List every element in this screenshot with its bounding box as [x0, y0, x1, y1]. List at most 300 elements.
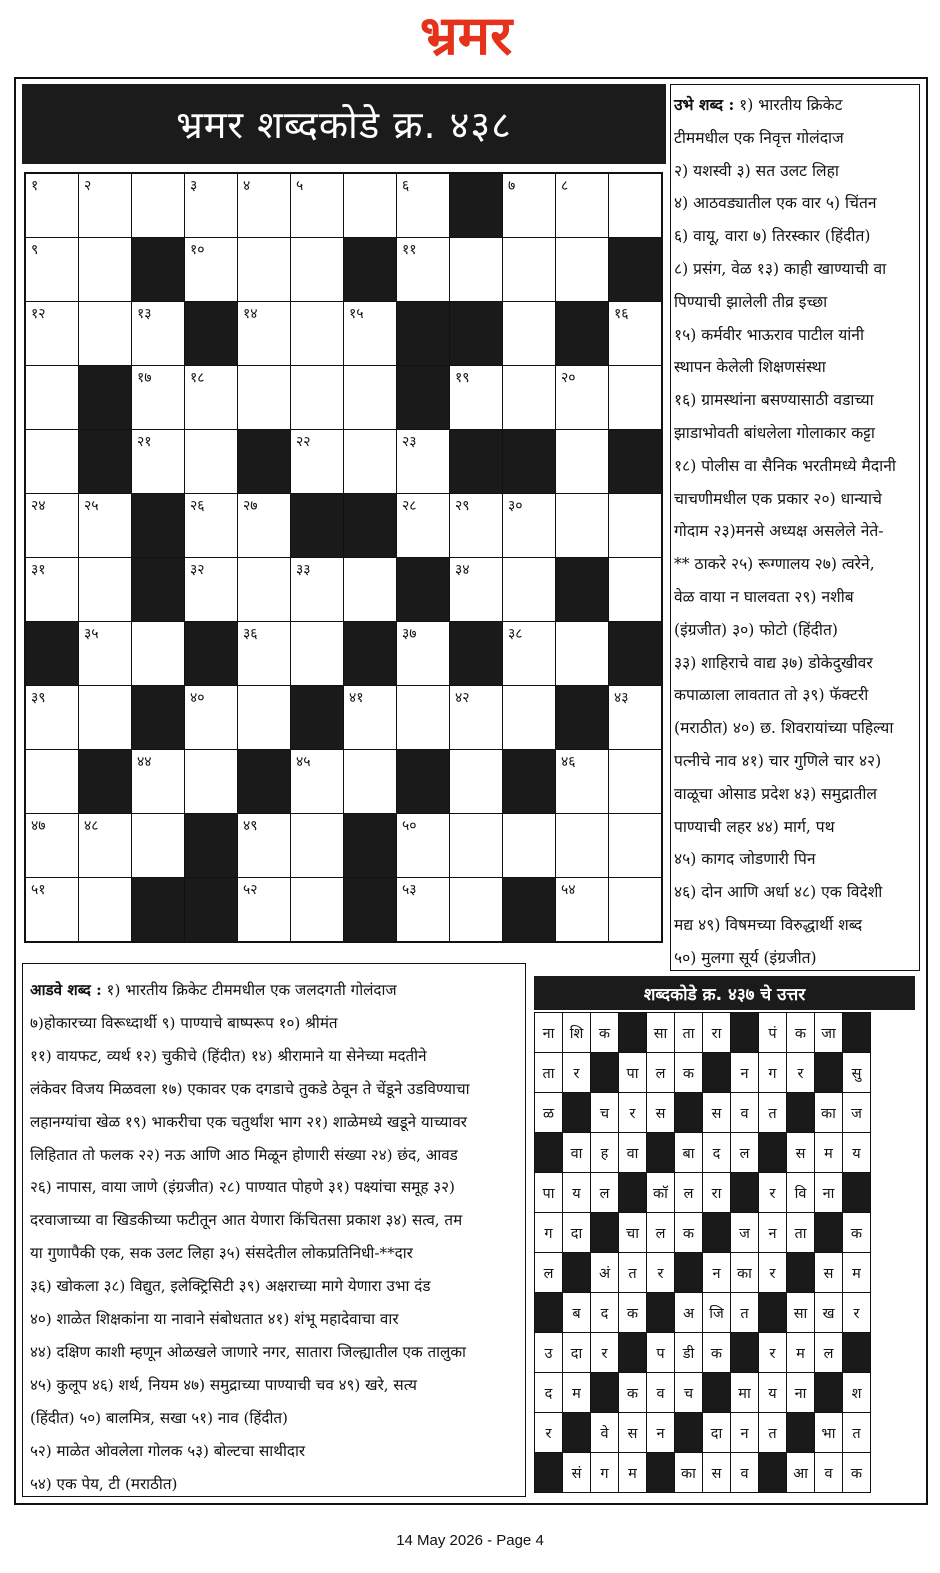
- white-cell[interactable]: [291, 302, 344, 366]
- answer-row: [535, 1093, 871, 1133]
- black-cell: [609, 238, 663, 302]
- clue-text: ७)होकारच्या विरूध्दार्थी ९) पाण्याचे बाष्परूप १०) श्रीमंत: [30, 1013, 338, 1032]
- answer-row: [535, 1453, 871, 1493]
- black-cell: [556, 558, 609, 622]
- answer-black-cell: [731, 1013, 759, 1053]
- answer-cell: र: [759, 1253, 787, 1293]
- answer-cell: ख: [815, 1293, 843, 1333]
- black-cell: [609, 430, 663, 494]
- white-cell[interactable]: [238, 173, 291, 238]
- answer-cell: प: [647, 1333, 675, 1373]
- white-cell[interactable]: [291, 366, 344, 430]
- clue-text: मद्य ४९) विषमच्या विरुद्धार्थी शब्द: [674, 915, 863, 934]
- white-cell[interactable]: [132, 750, 185, 814]
- answer-cell: शि: [563, 1013, 591, 1053]
- white-cell[interactable]: [556, 878, 609, 943]
- black-cell: [238, 750, 291, 814]
- white-cell[interactable]: [132, 430, 185, 494]
- answer-black-cell: [815, 1053, 843, 1093]
- answer-black-cell: [787, 1093, 815, 1133]
- answer-cell: रा: [703, 1173, 731, 1213]
- black-cell: [185, 814, 238, 878]
- clue-text: (मराठीत) ४०) छ. शिवरायांच्या पहिल्या: [674, 719, 894, 738]
- white-cell[interactable]: [25, 366, 79, 430]
- white-cell[interactable]: [609, 878, 663, 943]
- answer-cell: ळ: [535, 1093, 563, 1133]
- white-cell[interactable]: [79, 878, 132, 943]
- answer-cell: कॉ: [647, 1173, 675, 1213]
- white-cell[interactable]: [503, 558, 556, 622]
- answer-cell: ल: [535, 1253, 563, 1293]
- clue-text: पत्नीचे नाव ४१) चार गुणिले चार ४२): [674, 751, 882, 770]
- answer-cell: क: [619, 1293, 647, 1333]
- black-cell: [291, 686, 344, 750]
- white-cell[interactable]: [609, 302, 663, 366]
- answer-cell: ल: [647, 1053, 675, 1093]
- answer-cell: वि: [787, 1173, 815, 1213]
- white-cell[interactable]: [503, 302, 556, 366]
- white-cell[interactable]: [503, 494, 556, 558]
- answer-cell: न: [759, 1213, 787, 1253]
- answer-cell: का: [815, 1093, 843, 1133]
- clue-number: ३४: [455, 562, 470, 578]
- white-cell[interactable]: [556, 430, 609, 494]
- clue-number: १३: [137, 306, 152, 322]
- answer-cell: दा: [563, 1333, 591, 1373]
- clue-line: [674, 614, 916, 647]
- answer-cell: दा: [703, 1413, 731, 1453]
- clue-line: [30, 1204, 519, 1237]
- white-cell[interactable]: [397, 173, 450, 238]
- white-cell[interactable]: [503, 686, 556, 750]
- white-cell[interactable]: [450, 750, 503, 814]
- answer-black-cell: [563, 1253, 591, 1293]
- white-cell[interactable]: [238, 494, 291, 558]
- white-cell[interactable]: [556, 366, 609, 430]
- answer-cell: रा: [703, 1013, 731, 1053]
- white-cell[interactable]: [397, 878, 450, 943]
- clue-number: १९: [455, 370, 470, 386]
- clue-number: ५४: [561, 882, 576, 898]
- answer-cell: का: [731, 1253, 759, 1293]
- answer-cell: सा: [787, 1293, 815, 1333]
- clue-text: चाचणीमधील एक प्रकार २०) धान्याचे: [674, 489, 882, 508]
- white-cell[interactable]: [344, 430, 397, 494]
- white-cell[interactable]: [132, 814, 185, 878]
- white-cell[interactable]: [185, 173, 238, 238]
- clue-number: ५०: [402, 818, 417, 834]
- white-cell[interactable]: [503, 622, 556, 686]
- answer-cell: त: [759, 1413, 787, 1453]
- crossword-grid: [24, 172, 663, 943]
- answer-black-cell: [843, 1333, 871, 1373]
- white-cell[interactable]: [344, 750, 397, 814]
- white-cell[interactable]: [79, 238, 132, 302]
- answer-black-cell: [591, 1053, 619, 1093]
- white-cell[interactable]: [238, 302, 291, 366]
- answer-cell: सा: [647, 1013, 675, 1053]
- white-cell[interactable]: [556, 494, 609, 558]
- answer-black-cell: [675, 1253, 703, 1293]
- clue-line: [30, 1007, 519, 1040]
- black-cell: [132, 238, 185, 302]
- clue-text: ५२) माळेत ओवलेला गोलक ५३) बोल्टचा साथीदार: [30, 1441, 306, 1460]
- grid-row: [25, 173, 662, 238]
- white-cell[interactable]: [185, 238, 238, 302]
- white-cell[interactable]: [291, 622, 344, 686]
- clue-line: [674, 778, 916, 811]
- white-cell[interactable]: [397, 622, 450, 686]
- white-cell[interactable]: [25, 302, 79, 366]
- answer-black-cell: [787, 1253, 815, 1293]
- answer-black-cell: [703, 1053, 731, 1093]
- answer-cell: चा: [619, 1213, 647, 1253]
- grid-row: [25, 238, 662, 302]
- clue-line: [674, 909, 916, 942]
- white-cell[interactable]: [503, 814, 556, 878]
- clue-number: ४०: [190, 690, 205, 706]
- clue-number: ४५: [296, 754, 311, 770]
- answer-cell: व: [647, 1373, 675, 1413]
- clue-number: ३१: [31, 562, 46, 578]
- white-cell[interactable]: [291, 173, 344, 238]
- grid-row: [25, 622, 662, 686]
- answer-black-cell: [591, 1213, 619, 1253]
- clue-line: [30, 1106, 519, 1139]
- answer-cell: ता: [675, 1013, 703, 1053]
- clue-text: ५०) मुलगा सूर्य (इंग्रजीत): [674, 948, 817, 967]
- white-cell[interactable]: [344, 558, 397, 622]
- white-cell[interactable]: [344, 302, 397, 366]
- clue-text: वेळ वाया न घालवता २९) नशीब: [674, 587, 854, 606]
- answer-cell: बा: [675, 1133, 703, 1173]
- black-cell: [344, 814, 397, 878]
- white-cell[interactable]: [79, 814, 132, 878]
- clue-text: लंकेवर विजय मिळवला १७) एकावर एक दगडाचे तुकडे ठेवून ते चेंडूने उडविण्याचा: [30, 1079, 470, 1098]
- black-cell: [132, 494, 185, 558]
- white-cell[interactable]: [344, 173, 397, 238]
- answer-black-cell: [843, 1013, 871, 1053]
- white-cell[interactable]: [450, 494, 503, 558]
- white-cell[interactable]: [238, 686, 291, 750]
- clue-number: २६: [190, 498, 205, 514]
- clue-number: १८: [190, 370, 205, 386]
- black-cell: [291, 494, 344, 558]
- clue-line: [674, 286, 916, 319]
- answer-cell: उ: [535, 1333, 563, 1373]
- white-cell[interactable]: [556, 750, 609, 814]
- answer-cell: सं: [563, 1453, 591, 1493]
- clue-number: ४१: [349, 690, 364, 706]
- white-cell[interactable]: [291, 558, 344, 622]
- white-cell[interactable]: [450, 238, 503, 302]
- answer-cell: पा: [535, 1173, 563, 1213]
- clue-number: १७: [137, 370, 152, 386]
- clue-line: [30, 1336, 519, 1369]
- clue-line: [30, 1402, 519, 1435]
- answer-cell: म: [619, 1453, 647, 1493]
- answer-cell: ना: [787, 1373, 815, 1413]
- answer-cell: र: [759, 1173, 787, 1213]
- clue-number: ४७: [31, 818, 46, 834]
- clue-number: ३९: [31, 690, 46, 706]
- clue-number: २: [84, 178, 92, 194]
- clue-text: १) भारतीय क्रिकेट टीममधील एक जलदगती गोलंदाज: [101, 981, 397, 999]
- answer-cell: न: [731, 1413, 759, 1453]
- grid-row: [25, 686, 662, 750]
- clue-number: ५१: [31, 882, 46, 898]
- clue-number: १०: [190, 242, 205, 258]
- white-cell[interactable]: [609, 366, 663, 430]
- white-cell[interactable]: [25, 494, 79, 558]
- answer-cell: म: [787, 1333, 815, 1373]
- white-cell[interactable]: [450, 366, 503, 430]
- white-cell[interactable]: [291, 430, 344, 494]
- white-cell[interactable]: [609, 558, 663, 622]
- clue-line: [674, 483, 916, 516]
- white-cell[interactable]: [503, 173, 556, 238]
- white-cell[interactable]: [609, 173, 663, 238]
- white-cell[interactable]: [556, 173, 609, 238]
- answer-cell: वा: [619, 1133, 647, 1173]
- grid-row: [25, 814, 662, 878]
- white-cell[interactable]: [609, 750, 663, 814]
- white-cell[interactable]: [291, 878, 344, 943]
- white-cell[interactable]: [609, 494, 663, 558]
- clue-number: २८: [402, 498, 417, 514]
- answer-row: [535, 1293, 871, 1333]
- answer-cell: ज: [731, 1213, 759, 1253]
- answer-cell: ग: [535, 1213, 563, 1253]
- answer-black-cell: [815, 1373, 843, 1413]
- answer-cell: र: [647, 1253, 675, 1293]
- answer-cell: क: [787, 1013, 815, 1053]
- answer-row: [535, 1213, 871, 1253]
- white-cell[interactable]: [291, 750, 344, 814]
- white-cell[interactable]: [132, 302, 185, 366]
- clue-line: [674, 745, 916, 778]
- clue-number: २३: [402, 434, 417, 450]
- clue-line: [30, 1468, 519, 1497]
- answer-black-cell: [731, 1333, 759, 1373]
- clue-number: १: [31, 178, 39, 194]
- black-cell: [79, 750, 132, 814]
- down-clues-panel: [670, 84, 920, 971]
- clue-text: लहानग्यांचा खेळ १९) भाकरीचा एक चतुर्थांश भाग २१) शाळेमध्ये खडूने याच्यावर: [30, 1112, 468, 1131]
- answer-black-cell: [619, 1173, 647, 1213]
- white-cell[interactable]: [450, 878, 503, 943]
- clue-line: [674, 417, 916, 450]
- white-cell[interactable]: [238, 366, 291, 430]
- white-cell[interactable]: [132, 173, 185, 238]
- clue-number: ९: [31, 242, 39, 258]
- clue-text: ६) वायू, वारा ७) तिरस्कार (हिंदीत): [674, 227, 871, 246]
- white-cell[interactable]: [185, 686, 238, 750]
- answer-cell: पा: [619, 1053, 647, 1093]
- clue-number: ३३: [296, 562, 311, 578]
- black-cell: [79, 430, 132, 494]
- white-cell[interactable]: [25, 558, 79, 622]
- clue-number: ३६: [243, 626, 258, 642]
- white-cell[interactable]: [238, 622, 291, 686]
- answer-cell: ल: [731, 1133, 759, 1173]
- white-cell[interactable]: [25, 814, 79, 878]
- clue-number: ८: [561, 178, 569, 194]
- answer-cell: ल: [675, 1173, 703, 1213]
- grid-row: [25, 750, 662, 814]
- white-cell[interactable]: [291, 238, 344, 302]
- clue-line: [674, 843, 916, 876]
- white-cell[interactable]: [25, 238, 79, 302]
- white-cell[interactable]: [556, 238, 609, 302]
- clue-number: ४२: [455, 690, 470, 706]
- black-cell: [397, 366, 450, 430]
- clue-text: ५४) एक पेय, टी (मराठीत): [30, 1474, 178, 1493]
- clue-number: ३७: [402, 626, 417, 642]
- answer-cell: त: [843, 1413, 871, 1453]
- white-cell[interactable]: [185, 558, 238, 622]
- answer-cell: पं: [759, 1013, 787, 1053]
- answer-black-cell: [563, 1093, 591, 1133]
- white-cell[interactable]: [238, 238, 291, 302]
- clue-line: [674, 155, 916, 188]
- white-cell[interactable]: [25, 173, 79, 238]
- clue-text: १५) कर्मवीर भाऊराव पाटील यांनी: [674, 325, 864, 344]
- white-cell[interactable]: [25, 750, 79, 814]
- answer-cell: म: [563, 1373, 591, 1413]
- white-cell[interactable]: [556, 814, 609, 878]
- white-cell[interactable]: [185, 750, 238, 814]
- answer-black-cell: [619, 1013, 647, 1053]
- clue-text: ८) प्रसंग, वेळ १३) काही खाण्याची वा: [674, 259, 887, 278]
- black-cell: [132, 558, 185, 622]
- white-cell[interactable]: [238, 878, 291, 943]
- clue-number: २४: [31, 498, 46, 514]
- clue-line: [674, 220, 916, 253]
- clue-line: [30, 974, 519, 1007]
- clue-text: १) भारतीय क्रिकेट: [734, 96, 843, 114]
- clue-number: ३०: [508, 498, 523, 514]
- white-cell[interactable]: [397, 814, 450, 878]
- white-cell[interactable]: [185, 494, 238, 558]
- grid-row: [25, 878, 662, 943]
- white-cell[interactable]: [344, 366, 397, 430]
- answer-row: [535, 1253, 871, 1293]
- clue-text: ३६) खोकला ३८) विद्युत, इलेक्ट्रिसिटी ३९) अक्षराच्या मागे येणारा उभा दंड: [30, 1277, 431, 1296]
- white-cell[interactable]: [556, 622, 609, 686]
- answer-cell: वा: [563, 1133, 591, 1173]
- white-cell[interactable]: [238, 814, 291, 878]
- answer-cell: का: [675, 1453, 703, 1493]
- white-cell[interactable]: [79, 494, 132, 558]
- answer-cell: र: [619, 1093, 647, 1133]
- white-cell[interactable]: [344, 686, 397, 750]
- answer-cell: च: [591, 1093, 619, 1133]
- white-cell[interactable]: [25, 430, 79, 494]
- black-cell: [450, 173, 503, 238]
- clue-number: ४९: [243, 818, 258, 834]
- white-cell[interactable]: [79, 686, 132, 750]
- white-cell[interactable]: [397, 686, 450, 750]
- white-cell[interactable]: [79, 558, 132, 622]
- black-cell: [344, 494, 397, 558]
- answer-cell: र: [787, 1053, 815, 1093]
- answer-black-cell: [675, 1413, 703, 1453]
- clue-number: ११: [402, 242, 417, 258]
- black-cell: [609, 622, 663, 686]
- previous-answer-title: शब्दकोडे क्र. ४३७ चे उत्तर: [534, 976, 915, 1010]
- clue-line: [30, 1073, 519, 1106]
- white-cell[interactable]: [503, 238, 556, 302]
- clue-text: ४०) शाळेत शिक्षकांना या नावाने संबोधतात ४१) शंभू महादेवाचा वार: [30, 1310, 399, 1329]
- answer-cell: ह: [591, 1133, 619, 1173]
- white-cell[interactable]: [132, 366, 185, 430]
- answer-cell: डी: [675, 1333, 703, 1373]
- white-cell[interactable]: [450, 814, 503, 878]
- white-cell[interactable]: [79, 622, 132, 686]
- answer-cell: क: [675, 1213, 703, 1253]
- white-cell[interactable]: [79, 173, 132, 238]
- answer-black-cell: [815, 1213, 843, 1253]
- clue-number: ३: [190, 178, 198, 194]
- clue-line: [674, 187, 916, 220]
- clue-number: २२: [296, 434, 311, 450]
- white-cell[interactable]: [397, 238, 450, 302]
- clue-number: २५: [84, 498, 99, 514]
- white-cell[interactable]: [450, 686, 503, 750]
- white-cell[interactable]: [397, 430, 450, 494]
- answer-row: [535, 1413, 871, 1453]
- clue-line: [674, 89, 916, 122]
- white-cell[interactable]: [25, 878, 79, 943]
- answer-cell: स: [703, 1093, 731, 1133]
- white-cell[interactable]: [132, 622, 185, 686]
- clue-number: २९: [455, 498, 470, 514]
- clue-number: १६: [614, 306, 629, 322]
- white-cell[interactable]: [238, 558, 291, 622]
- answer-cell: क: [619, 1373, 647, 1413]
- clue-text: ** ठाकरे २५) रूग्णालय २७) त्वरेने,: [674, 555, 875, 574]
- black-cell: [450, 430, 503, 494]
- white-cell[interactable]: [25, 686, 79, 750]
- grid-row: [25, 430, 662, 494]
- clue-text: झाडाभोवती बांधलेला गोलाकार कट्टा: [674, 423, 875, 442]
- clue-text: गोदाम २३)मनसे अध्यक्ष असलेले नेते-: [674, 522, 884, 541]
- clue-line: [674, 319, 916, 352]
- white-cell[interactable]: [503, 366, 556, 430]
- black-cell: [503, 750, 556, 814]
- answer-row: [535, 1333, 871, 1373]
- white-cell[interactable]: [185, 366, 238, 430]
- clue-text: ४६) दोन आणि अर्धा ४८) एक विदेशी: [674, 883, 883, 902]
- white-cell[interactable]: [397, 494, 450, 558]
- answer-cell: त: [759, 1093, 787, 1133]
- white-cell[interactable]: [609, 814, 663, 878]
- white-cell[interactable]: [609, 686, 663, 750]
- black-cell: [503, 878, 556, 943]
- black-cell: [397, 750, 450, 814]
- black-cell: [132, 878, 185, 943]
- white-cell[interactable]: [185, 430, 238, 494]
- answer-cell: व: [731, 1093, 759, 1133]
- white-cell[interactable]: [291, 814, 344, 878]
- clue-text: टीममधील एक निवृत्त गोलंदाज: [674, 128, 844, 147]
- white-cell[interactable]: [450, 558, 503, 622]
- clue-text: स्थापन केलेली शिक्षणसंस्था: [674, 358, 826, 377]
- clue-text: ४५) कुलूप ४६) शर्थ, नियम ४७) समुद्राच्या पाण्याची चव ४९) खरे, सत्य: [30, 1375, 417, 1394]
- answer-black-cell: [647, 1453, 675, 1493]
- white-cell[interactable]: [79, 302, 132, 366]
